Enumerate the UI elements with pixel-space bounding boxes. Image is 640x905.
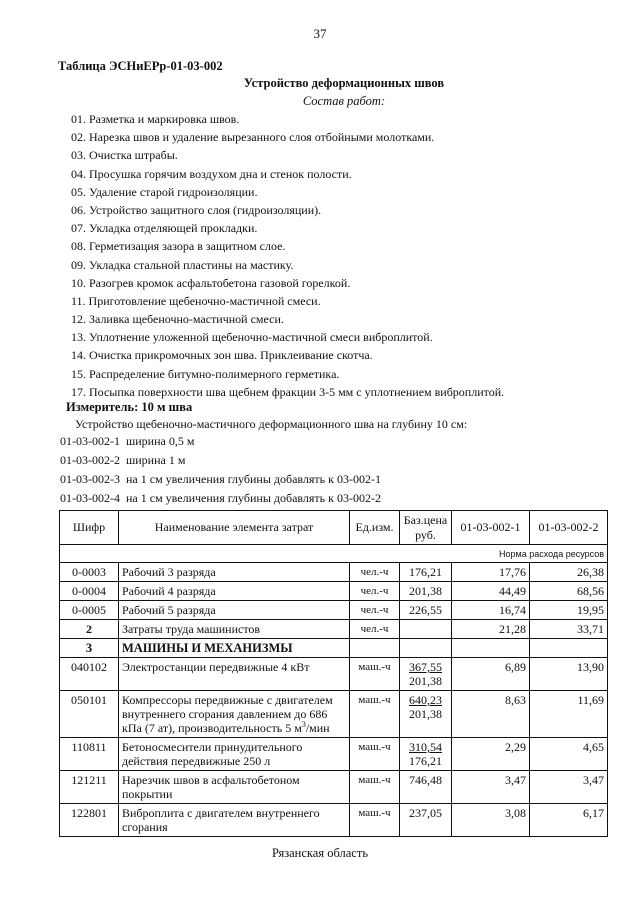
- cell-name: [119, 691, 350, 738]
- section-code: 3: [60, 639, 119, 658]
- work-item: 10. Разогрев кромок асфальтобетона газовой горелкой.: [71, 275, 351, 290]
- cell-price: 746,48: [400, 771, 452, 804]
- price-top: 640,23: [409, 693, 442, 707]
- norm-caption-row: [60, 545, 608, 563]
- work-item: 08. Герметизация зазора в защитном слое.: [71, 239, 286, 254]
- table-code: Таблица ЭСНиЕРр-01-03-002: [58, 59, 223, 73]
- cell-name: Рабочий 4 разряда: [119, 582, 350, 601]
- cell-value-1: 6,89: [452, 658, 530, 691]
- variant-text: ширина 0,5 м: [126, 434, 195, 448]
- work-item: 01. Разметка и маркировка швов.: [71, 112, 240, 126]
- cell-value-1: 16,74: [452, 601, 530, 620]
- table-row: [60, 691, 608, 738]
- cell-value-2: 68,56: [530, 582, 608, 601]
- table-row: [60, 738, 608, 771]
- variant-code: 01-03-002-4: [60, 491, 120, 505]
- work-item: 11. Приготовление щебеночно-мастичной смеси.: [71, 293, 321, 308]
- cell-value-2: 26,38: [530, 563, 608, 582]
- measure-unit: Измеритель: 10 м шва: [66, 400, 193, 414]
- variant-code: 01-03-002-1: [60, 434, 120, 448]
- cell-unit: маш.-ч: [350, 691, 400, 738]
- cell-value-1: 21,28: [452, 620, 530, 639]
- cell-value-2: 3,47: [530, 771, 608, 804]
- cell-code: 121211: [60, 771, 119, 804]
- work-item: 12. Заливка щебеночно-мастичной смеси.: [71, 312, 284, 327]
- cell-price: 176,21: [400, 563, 452, 582]
- empty-cell: [452, 639, 530, 658]
- work-item: 04. Просушка горячим воздухом дна и стенок полости.: [71, 166, 352, 181]
- cell-unit: чел.-ч: [350, 582, 400, 601]
- empty-cell: [400, 639, 452, 658]
- work-item: 03. Очистка штрабы.: [71, 148, 178, 163]
- empty-cell: [350, 639, 400, 658]
- variant-item: [60, 432, 381, 451]
- cell-name-sup: 3: [301, 720, 306, 729]
- cell-price: 201,38: [400, 582, 452, 601]
- work-item: 07. Укладка отделяющей прокладки.: [71, 221, 258, 236]
- cell-value-2: 19,95: [530, 601, 608, 620]
- cell-value-2: 11,69: [530, 691, 608, 738]
- work-item: 02. Нарезка швов и удаление вырезанного слоя отбойными молотками.: [71, 130, 435, 145]
- cell-price: [400, 658, 452, 691]
- cell-value-1: 3,08: [452, 804, 530, 837]
- norm-caption: Норма расхода ресурсов: [60, 545, 608, 563]
- cell-unit: маш.-ч: [350, 658, 400, 691]
- cell-name: Рабочий 3 разряда: [119, 563, 350, 582]
- cell-unit: маш.-ч: [350, 771, 400, 804]
- work-item: 17. Посыпка поверхности шва щебнем фракции 3-5 мм с уплотнением виброплитой.: [71, 384, 505, 399]
- cell-value-1: 2,29: [452, 738, 530, 771]
- cell-value-1: 17,76: [452, 563, 530, 582]
- cell-unit: маш.-ч: [350, 738, 400, 771]
- cell-code: 122801: [60, 804, 119, 837]
- price-top: 367,55: [409, 660, 442, 674]
- work-item: 15. Распределение битумно-полимерного герметика.: [71, 366, 340, 381]
- variant-item: [60, 451, 381, 470]
- variant-item: [60, 470, 381, 489]
- cell-code: 110811: [60, 738, 119, 771]
- section-row: [60, 639, 608, 658]
- cell-value-1: 8,63: [452, 691, 530, 738]
- work-list: [71, 110, 504, 401]
- work-description: Устройство щебеночно-мастичного деформационного шва на глубину 10 см:: [75, 417, 468, 431]
- resource-table: [59, 510, 608, 837]
- cell-price: [400, 620, 452, 639]
- cell-unit: чел.-ч: [350, 601, 400, 620]
- cell-unit: чел.-ч: [350, 563, 400, 582]
- work-item: 13. Уплотнение уложенной щебеночно-мастичной смеси виброплитой.: [71, 330, 433, 345]
- table-row: [60, 582, 608, 601]
- cell-code: 0-0003: [60, 563, 119, 582]
- table-row: [60, 658, 608, 691]
- variant-text: на 1 см увеличения глубины добавлять к 03-002-1: [126, 472, 381, 486]
- cell-name: Затраты труда машинистов: [119, 620, 350, 639]
- cell-code: 050101: [60, 691, 119, 738]
- cell-price: [400, 691, 452, 738]
- variant-item: [60, 489, 381, 508]
- cell-name: Нарезчик швов в асфальтобетоном покрытии: [119, 771, 350, 804]
- table-row: [60, 771, 608, 804]
- table-row: [60, 563, 608, 582]
- variant-code: 01-03-002-3: [60, 472, 120, 486]
- cell-name: Виброплита с двигателем внутреннего сгорания: [119, 804, 350, 837]
- work-item: 05. Удаление старой гидроизоляции.: [71, 184, 258, 199]
- cell-code: 2: [60, 620, 119, 639]
- page-footer: Рязанская область: [271, 846, 369, 860]
- header-code: Шифр: [60, 511, 119, 545]
- table-row: [60, 804, 608, 837]
- work-item: 06. Устройство защитного слоя (гидроизоляции).: [71, 202, 322, 217]
- cell-unit: чел.-ч: [350, 620, 400, 639]
- cell-name-tail: /мин: [305, 721, 330, 735]
- cell-code: 0-0004: [60, 582, 119, 601]
- cell-name-text: Компрессоры передвижные с двигателем внутреннего сгорания давлением до 686 кПа (7 ат), производительность 5 м: [122, 693, 333, 735]
- price-bottom: 176,21: [409, 754, 442, 768]
- cell-name: Рабочий 5 разряда: [119, 601, 350, 620]
- work-item: 14. Очистка прикромочных зон шва. Приклеивание скотча.: [71, 348, 373, 363]
- cell-value-2: 33,71: [530, 620, 608, 639]
- variant-text: ширина 1 м: [126, 453, 186, 467]
- cell-price: [400, 738, 452, 771]
- price-top: 310,54: [409, 740, 442, 754]
- cell-value-1: 44,49: [452, 582, 530, 601]
- work-composition-heading: Состав работ:: [302, 94, 386, 108]
- variant-code: 01-03-002-2: [60, 453, 120, 467]
- header-price: Баз.цена руб.: [400, 511, 452, 545]
- table-header-row: [60, 511, 608, 545]
- document-title: Устройство деформационных швов: [243, 76, 445, 90]
- cell-code: 0-0005: [60, 601, 119, 620]
- header-variant-2: 01-03-002-2: [530, 511, 608, 545]
- cell-name: Бетоносмесители принудительного действия передвижные 250 л: [119, 738, 350, 771]
- header-unit: Ед.изм.: [350, 511, 400, 545]
- price-bottom: 201,38: [409, 674, 442, 688]
- cell-value-1: 3,47: [452, 771, 530, 804]
- cell-value-2: 4,65: [530, 738, 608, 771]
- header-variant-1: 01-03-002-1: [452, 511, 530, 545]
- empty-cell: [530, 639, 608, 658]
- section-title: МАШИНЫ И МЕХАНИЗМЫ: [119, 639, 350, 658]
- price-bottom: 201,38: [409, 707, 442, 721]
- table-row: [60, 601, 608, 620]
- variant-text: на 1 см увеличения глубины добавлять к 03-002-2: [126, 491, 381, 505]
- cell-code: 040102: [60, 658, 119, 691]
- cell-price: 237,05: [400, 804, 452, 837]
- cell-price: 226,55: [400, 601, 452, 620]
- header-name: Наименование элемента затрат: [119, 511, 350, 545]
- cell-unit: маш.-ч: [350, 804, 400, 837]
- machinist-labor-row: [60, 620, 608, 639]
- page-number: 37: [313, 26, 327, 41]
- variant-list: [60, 432, 381, 508]
- cell-name: Электростанции передвижные 4 кВт: [119, 658, 350, 691]
- cell-value-2: 6,17: [530, 804, 608, 837]
- cell-value-2: 13,90: [530, 658, 608, 691]
- work-item: 09. Укладка стальной пластины на мастику.: [71, 257, 294, 272]
